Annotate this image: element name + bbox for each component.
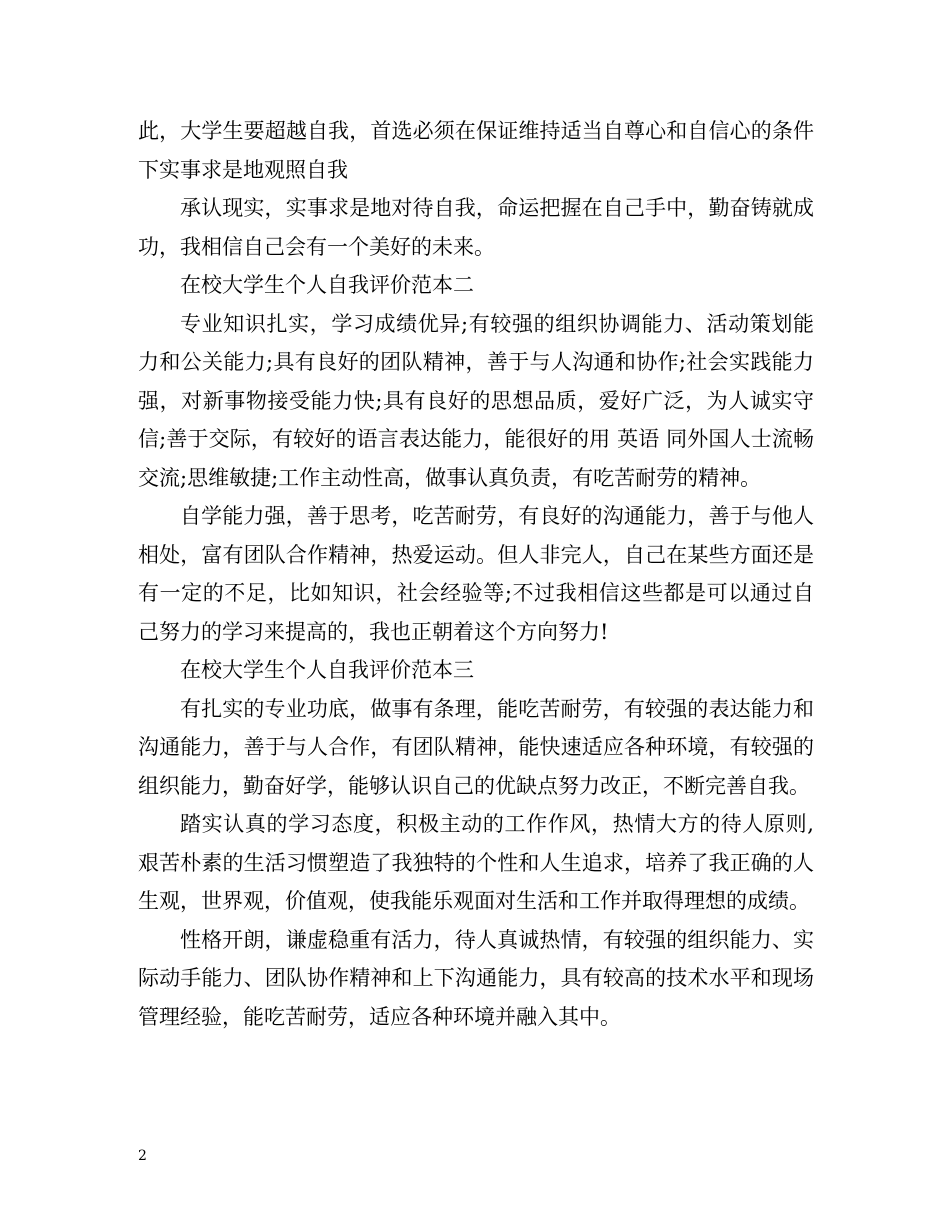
paragraph-continued: 此，大学生要超越自我，首选必须在保证维持适当自尊心和自信心的条件下实事求是地观照自我 — [138, 119, 814, 182]
paragraph: 踏实认真的学习态度，积极主动的工作作风，热情大方的待人原则,艰苦朴素的生活习惯塑造了我独特的个性和人生追求，培养了我正确的人生观，世界观，价值观，使我能乐观面对生活和工作并取得理想的成绩。 — [138, 812, 814, 913]
paragraph: 有扎实的专业功底，做事有条理，能吃苦耐劳，有较强的表达能力和沟通能力，善于与人合作，有团队精神，能快速适应各种环境，有较强的组织能力，勤奋好学，能够认识自己的优缺点努力改正，不断完善自我。 — [138, 696, 814, 798]
document-body — [138, 112, 814, 1036]
paragraph: 性格开朗，谦虚稳重有活力，待人真诚热情，有较强的组织能力、实际动手能力、团队协作精神和上下沟通能力，具有较高的技术水平和现场管理经验，能吃苦耐劳，适应各种环境并融入其中。 — [138, 927, 814, 1029]
paragraph: 自学能力强，善于思考，吃苦耐劳，有良好的沟通能力，善于与他人相处，富有团队合作精神，热爱运动。但人非完人，自己在某些方面还是有一定的不足，比如知识，社会经验等;不过我相信这些都是可以通过自己努力的学习来提高的，我也正朝着这个方向努力! — [138, 504, 814, 644]
paragraph: 专业知识扎实，学习成绩优异;有较强的组织协调能力、活动策划能力和公关能力;具有良好的团队精神，善于与人沟通和协作;社会实践能力强，对新事物接受能力快;具有良好的思想品质，爱好广泛，为人诚实守信;善于交际，有较好的语言表达能力，能很好的用 英语 同外国人士流畅交流;思维敏捷;工作主动性高，做事认真负责，有吃苦耐劳的精神。 — [138, 311, 814, 490]
page-number: 2 — [138, 1148, 147, 1164]
section-heading: 在校大学生个人自我评价范本二 — [180, 273, 474, 297]
section-heading: 在校大学生个人自我评价范本三 — [180, 658, 474, 682]
paragraph: 承认现实，实事求是地对待自我，命运把握在自己手中，勤奋铸就成功，我相信自己会有一个美好的未来。 — [138, 196, 814, 259]
